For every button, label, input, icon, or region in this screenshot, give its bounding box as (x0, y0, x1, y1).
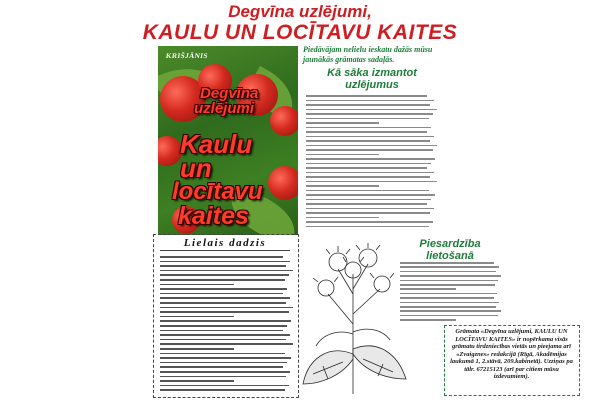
text-line (306, 127, 431, 129)
text-line (306, 181, 437, 183)
text-line (306, 203, 427, 205)
sidebar-heading-rule (160, 250, 290, 251)
berry-shape (270, 106, 298, 136)
book-cover-image (158, 46, 298, 235)
text-line (306, 100, 434, 102)
text-line (160, 376, 286, 378)
text-line (306, 208, 434, 210)
cover-title-word: uzlējumi (194, 100, 255, 117)
text-line (306, 122, 379, 124)
text-line (306, 176, 430, 178)
cover-title-word: Kaulu (180, 129, 253, 159)
berry-shape (268, 166, 298, 200)
text-line (400, 280, 498, 282)
text-line (306, 145, 437, 147)
text-line (400, 262, 494, 264)
cover-title-word: un (180, 153, 212, 183)
text-line (160, 270, 293, 272)
text-line (160, 297, 290, 299)
sidebar-heading: Lielais dadzis (183, 237, 267, 249)
text-line (160, 256, 283, 258)
text-line (306, 95, 427, 97)
text-line (306, 221, 433, 223)
text-line (306, 131, 427, 133)
section-heading-origin-line2: uzlējumus (345, 79, 399, 91)
cover-title-word: kaites (178, 202, 249, 230)
text-line (306, 154, 379, 156)
text-line (160, 357, 291, 359)
text-line (400, 275, 501, 277)
text-line (306, 217, 379, 219)
text-line (306, 163, 431, 165)
text-line (306, 118, 429, 120)
text-line (306, 199, 431, 201)
text-line (306, 158, 435, 160)
text-line (160, 307, 293, 309)
text-line (400, 266, 499, 268)
text-line (306, 194, 435, 196)
text-line (400, 302, 499, 304)
cover-title-word: Degvīna (200, 85, 259, 102)
text-line (160, 279, 285, 281)
text-line (160, 293, 283, 295)
text-line (306, 136, 434, 138)
text-line (400, 293, 497, 295)
text-line (160, 325, 287, 327)
text-line (160, 311, 289, 313)
text-line (306, 109, 437, 111)
text-line (160, 302, 286, 304)
text-line (160, 334, 290, 336)
cover-brand-logo: KRIŠJĀNIS (165, 52, 209, 60)
section-heading-origin: Kā sāka izmantot (327, 67, 417, 79)
text-line (160, 320, 291, 322)
cover-title-word: locītavu (172, 178, 263, 205)
text-line (160, 288, 287, 290)
intro-text: Piedāvājam nelielu ieskatu dažās mūsu jaunākās grāmatas sadaļās. (303, 45, 433, 64)
text-line (400, 315, 498, 317)
text-line (160, 385, 289, 387)
text-line (160, 343, 293, 345)
text-line (160, 330, 283, 332)
text-line (400, 319, 456, 321)
text-line (400, 284, 495, 286)
berry-shape (158, 136, 182, 166)
text-line (306, 167, 427, 169)
text-line (160, 339, 286, 341)
text-line (160, 366, 283, 368)
text-line (400, 297, 494, 299)
headline-line-1: Degvīna uzlējumi, (228, 2, 372, 21)
text-line (160, 265, 286, 267)
text-line (400, 288, 456, 290)
text-line (306, 226, 429, 228)
text-line (160, 389, 285, 391)
text-line (400, 306, 496, 308)
text-line (160, 353, 285, 355)
text-line (400, 271, 496, 273)
burdock-plant-illustration (298, 234, 408, 394)
text-line (160, 261, 290, 263)
text-line (400, 310, 501, 312)
text-line (160, 274, 289, 276)
text-line (306, 104, 430, 106)
section-heading-caution-line2: lietošanā (426, 250, 474, 262)
text-line (306, 172, 434, 174)
text-line (160, 380, 234, 382)
text-line (306, 185, 379, 187)
text-line (306, 140, 430, 142)
section-heading-caution: Piesardzība (419, 238, 481, 250)
text-line (160, 284, 234, 286)
text-line (160, 371, 290, 373)
text-line (160, 316, 234, 318)
text-line (306, 113, 433, 115)
text-line (306, 190, 429, 192)
text-line (306, 212, 430, 214)
text-line (306, 149, 433, 151)
book-ad-text: Grāmata «Degvīna uzlējumi, KAULU UN LOCĪTAVU KAITES» ir nopērkama visās grāmatu tirdzniecības vietās un pieejama arī «Zvaigznes» redakcijā (Rīgā, Akadēmijas laukumā 1, 2.stāvā, 209.kabinetā). Uzziņas pa tālr. 67215123 (arī par citiem mūsu izdevumiem). (450, 328, 573, 380)
headline-line-2: KAULU UN LOCĪTAVU KAITES (142, 21, 458, 44)
text-line (160, 362, 287, 364)
text-line (160, 348, 234, 350)
